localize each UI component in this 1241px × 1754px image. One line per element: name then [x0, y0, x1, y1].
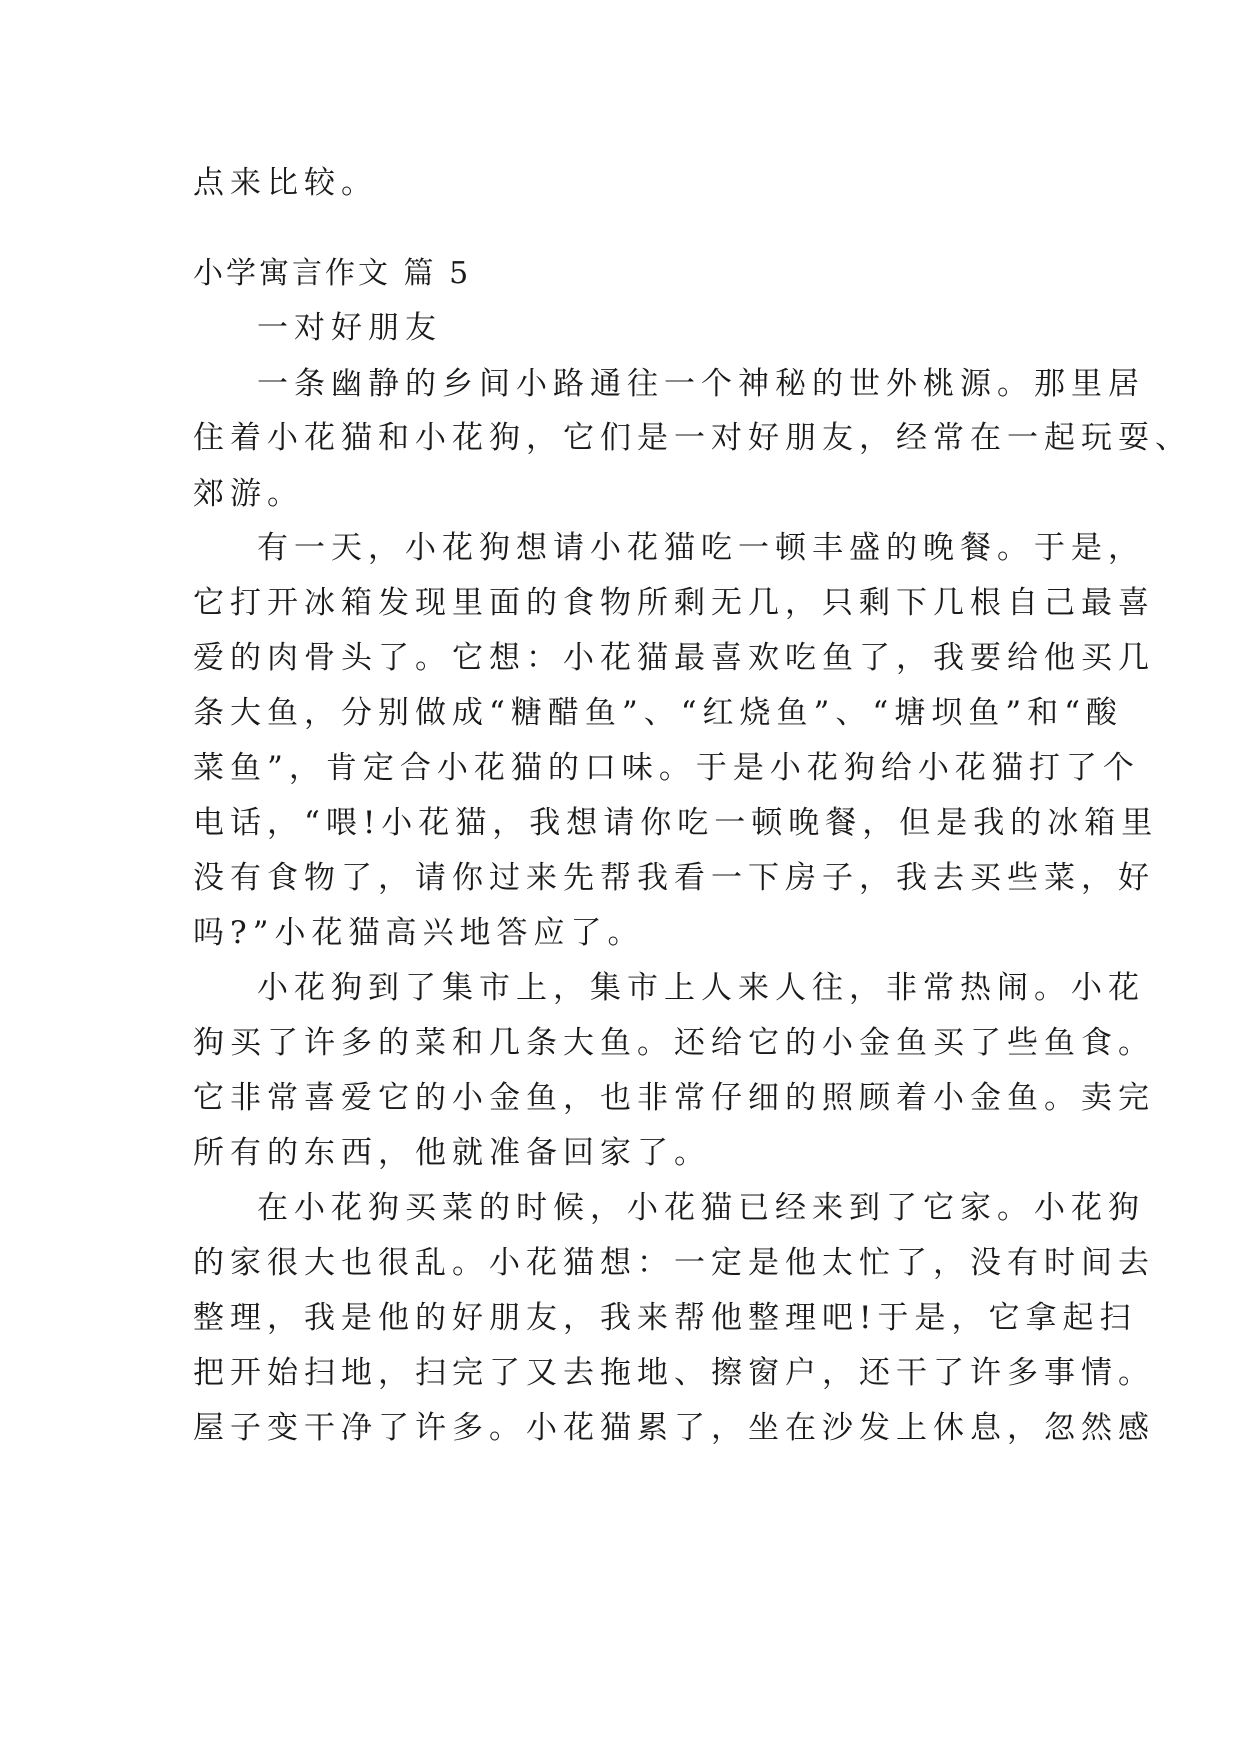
paragraph-line: 郊游。	[193, 476, 304, 512]
paragraph-line: 狗买了许多的菜和几条大鱼。还给它的小金鱼买了些鱼食。	[193, 1025, 1155, 1061]
paragraph-line: 菜鱼”，肯定合小花猫的口味。于是小花狗给小花猫打了个	[193, 750, 1140, 786]
paragraph-line: 它打开冰箱发现里面的食物所剩无几，只剩下几根自己最喜	[193, 585, 1155, 621]
paragraph-line: 小花狗到了集市上，集市上人来人往，非常热闹。小花	[257, 970, 1145, 1006]
paragraph-line: 把开始扫地，扫完了又去拖地、擦窗户，还干了许多事情。	[193, 1355, 1155, 1391]
paragraph-line: 吗?”小花猫高兴地答应了。	[193, 915, 645, 951]
paragraph-line: 住着小花猫和小花狗，它们是一对好朋友，经常在一起玩耍、	[193, 420, 1192, 456]
paragraph-line: 有一天，小花狗想请小花猫吃一顿丰盛的晚餐。于是，	[257, 530, 1145, 566]
paragraph-line: 的家很大也很乱。小花猫想：一定是他太忙了，没有时间去	[193, 1245, 1155, 1281]
paragraph-line: 屋子变干净了许多。小花猫累了，坐在沙发上休息，忽然感	[193, 1410, 1155, 1446]
paragraph-line: 爱的肉骨头了。它想：小花猫最喜欢吃鱼了，我要给他买几	[193, 640, 1155, 676]
story-title: 一对好朋友	[257, 310, 442, 346]
paragraph-line: 电话，“喂!小花猫，我想请你吃一顿晚餐，但是我的冰箱里	[193, 805, 1159, 841]
paragraph-line: 条大鱼，分别做成“糖醋鱼”、“红烧鱼”、“塘坝鱼”和“酸	[193, 695, 1123, 731]
paragraph-line: 它非常喜爱它的小金鱼，也非常仔细的照顾着小金鱼。卖完	[193, 1080, 1155, 1116]
section-heading: 小学寓言作文 篇 5	[193, 256, 472, 291]
paragraph-line: 所有的东西，他就准备回家了。	[193, 1135, 711, 1171]
paragraph-line: 在小花狗买菜的时候，小花猫已经来到了它家。小花狗	[257, 1190, 1145, 1226]
paragraph-line: 整理，我是他的好朋友，我来帮他整理吧!于是，它拿起扫	[193, 1300, 1137, 1336]
text-line: 点来比较。	[193, 165, 378, 201]
paragraph-line: 一条幽静的乡间小路通往一个神秘的世外桃源。那里居	[257, 366, 1145, 402]
paragraph-line: 没有食物了，请你过来先帮我看一下房子，我去买些菜，好	[193, 860, 1155, 896]
